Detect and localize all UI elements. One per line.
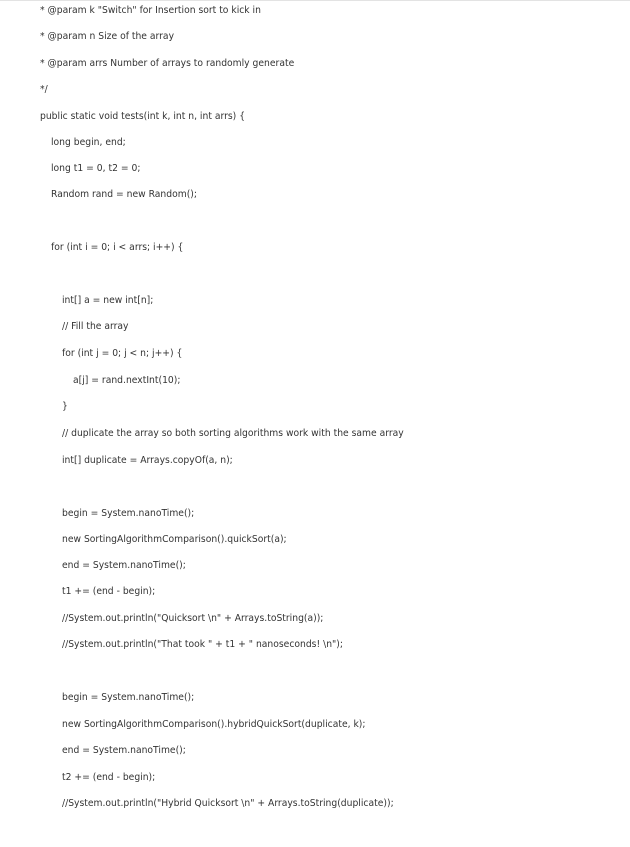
code-line-15: // duplicate the array so both sorting algorithms work with the same array — [62, 428, 404, 439]
code-line-19: end = System.nanoTime(); — [62, 560, 186, 571]
code-line-2: * @param n Size of the array — [40, 31, 175, 42]
code-line-3: * @param arrs Number of arrays to randomly generate — [40, 58, 295, 69]
code-line-27: //System.out.println("Hybrid Quicksort \n" + Arrays.toString(duplicate)); — [62, 798, 394, 809]
code-line-21: //System.out.println("Quicksort \n" + Arrays.toString(a)); — [62, 613, 324, 624]
code-line-20: t1 += (end - begin); — [62, 586, 156, 597]
code-line-9: for (int i = 0; i < arrs; i++) { — [51, 242, 184, 253]
code-line-18: new SortingAlgorithmComparison().quickSort(a); — [62, 534, 287, 545]
code-line-17: begin = System.nanoTime(); — [62, 508, 195, 519]
code-line-26: t2 += (end - begin); — [62, 772, 156, 783]
code-line-11: // Fill the array — [62, 321, 129, 332]
code-line-23: begin = System.nanoTime(); — [62, 692, 195, 703]
code-line-25: end = System.nanoTime(); — [62, 745, 186, 756]
code-line-7: long t1 = 0, t2 = 0; — [51, 163, 141, 174]
code-line-22: //System.out.println("That took " + t1 + " nanoseconds! \n"); — [62, 639, 343, 650]
code-line-6: long begin, end; — [51, 137, 126, 148]
code-line-16: int[] duplicate = Arrays.copyOf(a, n); — [62, 455, 233, 466]
code-line-8: Random rand = new Random(); — [51, 189, 197, 200]
code-line-24: new SortingAlgorithmComparison().hybridQuickSort(duplicate, k); — [62, 719, 366, 730]
code-line-4: */ — [40, 84, 48, 95]
code-line-5: public static void tests(int k, int n, int arrs) { — [40, 111, 246, 122]
code-line-14: } — [62, 401, 68, 412]
code-line-12: for (int j = 0; j < n; j++) { — [62, 348, 183, 359]
code-line-1: * @param k "Switch" for Insertion sort to kick in — [40, 5, 261, 16]
code-line-10: int[] a = new int[n]; — [62, 295, 154, 306]
code-line-13: a[j] = rand.nextInt(10); — [73, 375, 181, 386]
